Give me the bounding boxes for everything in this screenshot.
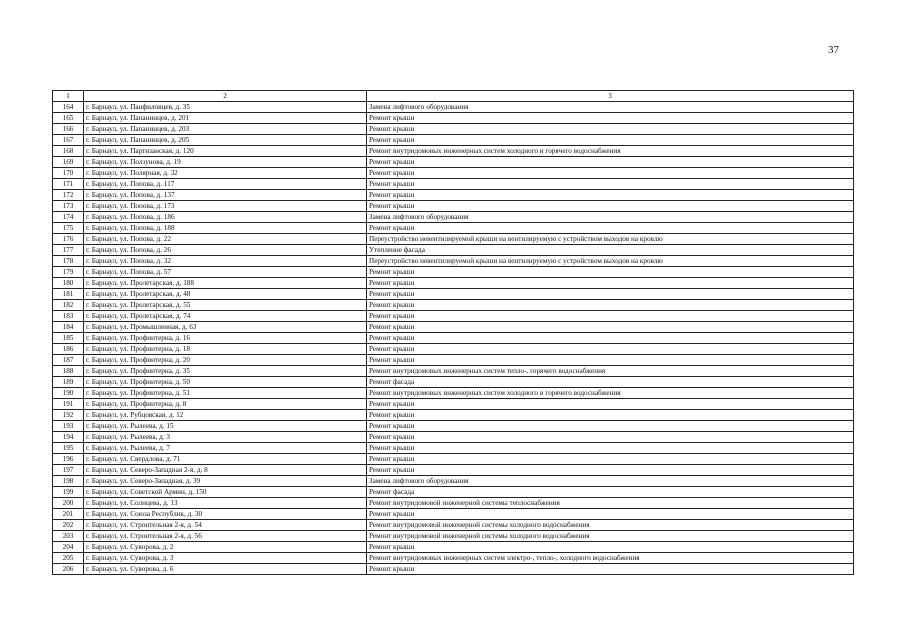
address-cell: г. Барнаул, ул. Союза Республик, д. 30 (84, 509, 367, 520)
row-number: 194 (53, 432, 84, 443)
table-row (53, 267, 854, 278)
address-cell: г. Барнаул, ул. Северо-Западная 2-я, д. 8 (84, 465, 367, 476)
work-type-cell: Ремонт внутридомовых инженерных систем холодного и горячего водоснабжения (367, 388, 854, 399)
row-number: 187 (53, 355, 84, 366)
address-cell: г. Барнаул, ул. Профинтерна, д. 35 (84, 366, 367, 377)
address-cell: г. Барнаул, ул. Профинтерна, д. 16 (84, 333, 367, 344)
work-type-cell: Ремонт крыши (367, 289, 854, 300)
address-cell: г. Барнаул, ул. Профинтерна, д. 8 (84, 399, 367, 410)
work-type-cell: Ремонт крыши (367, 432, 854, 443)
address-cell: г. Барнаул, ул. Суворова, д. 2 (84, 542, 367, 553)
table-row (53, 476, 854, 487)
row-number: 186 (53, 344, 84, 355)
address-cell: г. Барнаул, ул. Суворова, д. 3 (84, 553, 367, 564)
work-type-cell: Ремонт крыши (367, 443, 854, 454)
work-type-cell: Ремонт крыши (367, 267, 854, 278)
table-row (53, 443, 854, 454)
address-cell: г. Барнаул, ул. Свердлова, д. 71 (84, 454, 367, 465)
table-row (53, 377, 854, 388)
row-number: 200 (53, 498, 84, 509)
row-number: 182 (53, 300, 84, 311)
address-cell: г. Барнаул, ул. Рылеева, д. 7 (84, 443, 367, 454)
table-row (53, 487, 854, 498)
table-row (53, 124, 854, 135)
work-type-cell: Ремонт внутридомовой инженерной системы холодного водоснабжения (367, 520, 854, 531)
page-number: 37 (828, 44, 839, 56)
table-row (53, 190, 854, 201)
work-type-cell: Ремонт внутридомовых инженерных систем тепло-, горячего водоснабжения (367, 366, 854, 377)
address-cell: г. Барнаул, ул. Профинтерна, д. 51 (84, 388, 367, 399)
table-row (53, 256, 854, 267)
row-number: 206 (53, 564, 84, 575)
row-number: 191 (53, 399, 84, 410)
address-cell: г. Барнаул, ул. Попова, д. 32 (84, 256, 367, 267)
column-number-3: 3 (367, 91, 854, 102)
row-number: 171 (53, 179, 84, 190)
address-cell: г. Барнаул, ул. Советской Армии, д. 150 (84, 487, 367, 498)
address-cell: г. Барнаул, ул. Полярная, д. 32 (84, 168, 367, 179)
table-row (53, 355, 854, 366)
table-row (53, 520, 854, 531)
work-type-cell: Ремонт внутридомовой инженерной системы теплоснабжения (367, 498, 854, 509)
address-cell: г. Барнаул, ул. Профинтерна, д. 18 (84, 344, 367, 355)
table-row (53, 410, 854, 421)
row-number: 199 (53, 487, 84, 498)
table-row (53, 223, 854, 234)
work-type-cell: Ремонт крыши (367, 355, 854, 366)
table-row (53, 542, 854, 553)
work-type-cell: Ремонт крыши (367, 421, 854, 432)
work-type-cell: Ремонт крыши (367, 322, 854, 333)
address-cell: г. Барнаул, ул. Попова, д. 188 (84, 223, 367, 234)
address-cell: г. Барнаул, ул. Партизанская, д. 120 (84, 146, 367, 157)
column-number-2: 2 (84, 91, 367, 102)
address-cell: г. Барнаул, ул. Попова, д. 57 (84, 267, 367, 278)
work-type-cell: Ремонт внутридомовых инженерных систем холодного и горячего водоснабжения (367, 146, 854, 157)
work-type-cell: Ремонт крыши (367, 465, 854, 476)
table-row (53, 168, 854, 179)
work-type-cell: Ремонт крыши (367, 542, 854, 553)
row-number: 205 (53, 553, 84, 564)
table-row (53, 212, 854, 223)
table-row (53, 454, 854, 465)
row-number: 197 (53, 465, 84, 476)
row-number: 184 (53, 322, 84, 333)
row-number: 195 (53, 443, 84, 454)
row-number: 188 (53, 366, 84, 377)
address-cell: г. Барнаул, ул. Строительная 2-я, д. 56 (84, 531, 367, 542)
address-cell: г. Барнаул, ул. Пролетарская, д. 188 (84, 278, 367, 289)
address-cell: г. Барнаул, ул. Солнцева, д. 13 (84, 498, 367, 509)
work-type-cell: Замена лифтового оборудования (367, 476, 854, 487)
row-number: 169 (53, 157, 84, 168)
address-cell: г. Барнаул, ул. Рылеева, д. 15 (84, 421, 367, 432)
row-number: 174 (53, 212, 84, 223)
work-type-cell: Ремонт крыши (367, 410, 854, 421)
address-cell: г. Барнаул, ул. Строительная 2-я, д. 54 (84, 520, 367, 531)
row-number: 177 (53, 245, 84, 256)
work-type-cell: Ремонт крыши (367, 311, 854, 322)
work-type-cell: Ремонт крыши (367, 190, 854, 201)
work-type-cell: Ремонт фасада (367, 487, 854, 498)
work-type-cell: Переустройство невентилируемой крыши на вентилируемую с устройством выходов на кровлю (367, 256, 854, 267)
address-cell: г. Барнаул, ул. Папанинцев, д. 201 (84, 113, 367, 124)
table-row (53, 333, 854, 344)
table-row (53, 311, 854, 322)
row-number: 175 (53, 223, 84, 234)
work-type-cell: Ремонт крыши (367, 135, 854, 146)
work-type-cell: Ремонт крыши (367, 300, 854, 311)
row-number: 172 (53, 190, 84, 201)
row-number: 192 (53, 410, 84, 421)
table-row (53, 179, 854, 190)
row-number: 164 (53, 102, 84, 113)
work-type-cell: Замена лифтового оборудования (367, 102, 854, 113)
address-cell: г. Барнаул, ул. Пролетарская, д. 48 (84, 289, 367, 300)
row-number: 198 (53, 476, 84, 487)
table-row (53, 102, 854, 113)
row-number: 202 (53, 520, 84, 531)
row-number: 167 (53, 135, 84, 146)
row-number: 179 (53, 267, 84, 278)
table-row (53, 366, 854, 377)
address-cell: г. Барнаул, ул. Папанинцев, д. 203 (84, 124, 367, 135)
work-type-cell: Ремонт крыши (367, 399, 854, 410)
work-type-cell: Переустройство невентилируемой крыши на вентилируемую с устройством выходов на кровлю (367, 234, 854, 245)
table-row (53, 146, 854, 157)
address-cell: г. Барнаул, ул. Попова, д. 173 (84, 201, 367, 212)
address-cell: г. Барнаул, ул. Попова, д. 117 (84, 179, 367, 190)
work-type-cell: Ремонт внутридомовой инженерной системы холодного водоснабжения (367, 531, 854, 542)
work-type-cell: Ремонт крыши (367, 157, 854, 168)
table-row (53, 113, 854, 124)
work-type-cell: Ремонт крыши (367, 179, 854, 190)
row-number: 190 (53, 388, 84, 399)
works-table (52, 90, 854, 575)
row-number: 204 (53, 542, 84, 553)
address-cell: г. Барнаул, ул. Панфиловцев, д. 35 (84, 102, 367, 113)
table-row (53, 245, 854, 256)
table-row (53, 344, 854, 355)
work-type-cell: Ремонт фасада (367, 377, 854, 388)
row-number: 183 (53, 311, 84, 322)
table-row (53, 300, 854, 311)
work-type-cell: Ремонт крыши (367, 509, 854, 520)
column-number-row (53, 91, 854, 102)
address-cell: г. Барнаул, ул. Попова, д. 186 (84, 212, 367, 223)
address-cell: г. Барнаул, ул. Попова, д. 22 (84, 234, 367, 245)
address-cell: г. Барнаул, ул. Папанинцев, д. 205 (84, 135, 367, 146)
table-row (53, 157, 854, 168)
row-number: 178 (53, 256, 84, 267)
table-row (53, 509, 854, 520)
row-number: 193 (53, 421, 84, 432)
row-number: 203 (53, 531, 84, 542)
row-number: 176 (53, 234, 84, 245)
address-cell: г. Барнаул, ул. Попова, д. 137 (84, 190, 367, 201)
row-number: 201 (53, 509, 84, 520)
row-number: 180 (53, 278, 84, 289)
work-type-cell: Утепление фасада (367, 245, 854, 256)
table-row (53, 289, 854, 300)
column-number-1: 1 (53, 91, 84, 102)
work-type-cell: Ремонт крыши (367, 333, 854, 344)
work-type-cell: Ремонт крыши (367, 124, 854, 135)
address-cell: г. Барнаул, ул. Ползунова, д. 19 (84, 157, 367, 168)
address-cell: г. Барнаул, ул. Северо-Западная, д. 39 (84, 476, 367, 487)
table-row (53, 498, 854, 509)
row-number: 196 (53, 454, 84, 465)
table-row (53, 234, 854, 245)
work-type-cell: Ремонт внутридомовых инженерных систем электро-, тепло-, холодного водоснабжения (367, 553, 854, 564)
address-cell: г. Барнаул, ул. Пролетарская, д. 55 (84, 300, 367, 311)
work-type-cell: Замена лифтового оборудования (367, 212, 854, 223)
row-number: 170 (53, 168, 84, 179)
work-type-cell: Ремонт крыши (367, 278, 854, 289)
row-number: 173 (53, 201, 84, 212)
work-type-cell: Ремонт крыши (367, 564, 854, 575)
address-cell: г. Барнаул, ул. Рылеева, д. 3 (84, 432, 367, 443)
row-number: 168 (53, 146, 84, 157)
table-row (53, 322, 854, 333)
address-cell: г. Барнаул, ул. Рубцовская, д. 12 (84, 410, 367, 421)
address-cell: г. Барнаул, ул. Пролетарская, д. 74 (84, 311, 367, 322)
table-row (53, 399, 854, 410)
row-number: 166 (53, 124, 84, 135)
work-type-cell: Ремонт крыши (367, 113, 854, 124)
table-row (53, 201, 854, 212)
work-type-cell: Ремонт крыши (367, 201, 854, 212)
table-row (53, 564, 854, 575)
table-row (53, 553, 854, 564)
address-cell: г. Барнаул, ул. Попова, д. 26 (84, 245, 367, 256)
row-number: 181 (53, 289, 84, 300)
table-row (53, 432, 854, 443)
address-cell: г. Барнаул, ул. Профинтерна, д. 20 (84, 355, 367, 366)
work-type-cell: Ремонт крыши (367, 168, 854, 179)
table-row (53, 388, 854, 399)
address-cell: г. Барнаул, ул. Суворова, д. 6 (84, 564, 367, 575)
address-cell: г. Барнаул, ул. Промышленная, д. 63 (84, 322, 367, 333)
table-row (53, 421, 854, 432)
table-row (53, 278, 854, 289)
row-number: 189 (53, 377, 84, 388)
table-row (53, 465, 854, 476)
row-number: 185 (53, 333, 84, 344)
work-type-cell: Ремонт крыши (367, 454, 854, 465)
row-number: 165 (53, 113, 84, 124)
table-row (53, 531, 854, 542)
table-row (53, 135, 854, 146)
work-type-cell: Ремонт крыши (367, 344, 854, 355)
work-type-cell: Ремонт крыши (367, 223, 854, 234)
address-cell: г. Барнаул, ул. Профинтерна, д. 50 (84, 377, 367, 388)
